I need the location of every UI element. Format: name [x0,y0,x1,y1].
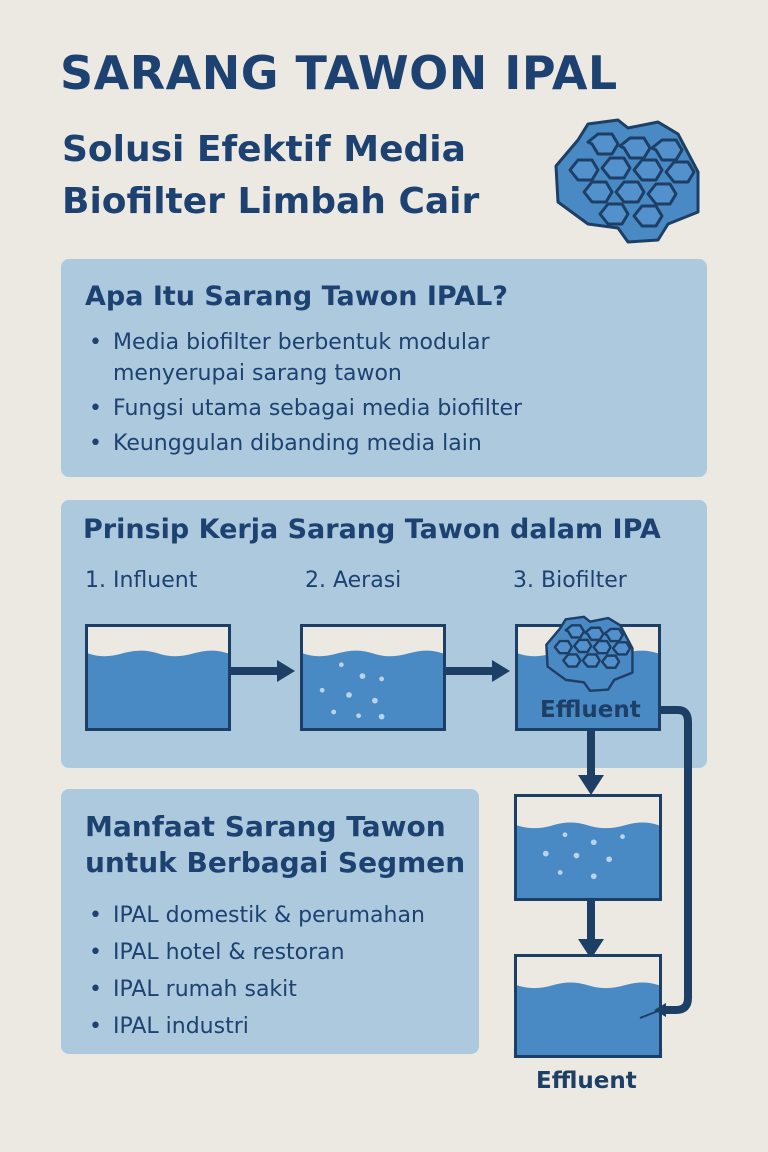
influent-tank [85,624,231,731]
what-is-heading: Apa Itu Sarang Tawon IPAL? [85,281,508,312]
list-item: • Media biofilter berbentuk modular menyerupai sarang tawon [85,327,565,389]
benefits-heading-line-2: untuk Berbagai Segmen [85,846,466,879]
list-item: • Fungsi utama sebagai media biofilter [85,393,565,424]
biofilter-tank-label: Effluent [540,697,641,723]
subtitle-line-2: Biofilter Limbah Cair [62,181,480,222]
benefits-panel [61,789,479,1054]
principle-heading: Prinsip Kerja Sarang Tawon dalam IPA [83,514,661,545]
final-effluent-label: Effluent [536,1068,637,1094]
list-item: • Keunggulan dibanding media lain [85,428,565,459]
aeration-tank [300,624,446,731]
bubbles-icon [303,627,443,728]
step-label-aerasi: 2. Aerasi [305,568,402,593]
list-item: • IPAL hotel & restoran [85,934,425,971]
benefits-list [85,897,425,1045]
arrow-right-icon [231,660,295,682]
recirculation-pipe-icon [600,700,700,1030]
benefits-heading [85,809,465,881]
step-label-biofilter: 3. Biofilter [513,568,627,593]
arrow-right-icon [446,660,510,682]
water-surface-icon [88,627,228,728]
subtitle [62,124,479,228]
list-item: • IPAL rumah sakit [85,971,425,1008]
list-item: • IPAL industri [85,1008,425,1045]
list-item: • IPAL domestik & perumahan [85,897,425,934]
what-is-panel [61,259,707,477]
honeycomb-media-icon [540,612,640,692]
main-title: SARANG TAWON IPAL [60,46,618,100]
benefits-heading-line-1: Manfaat Sarang Tawon [85,810,446,843]
honeycomb-media-icon [548,112,708,244]
subtitle-line-1: Solusi Efektif Media [62,129,466,170]
what-is-list [85,327,565,459]
step-label-influent: 1. Influent [85,568,198,593]
